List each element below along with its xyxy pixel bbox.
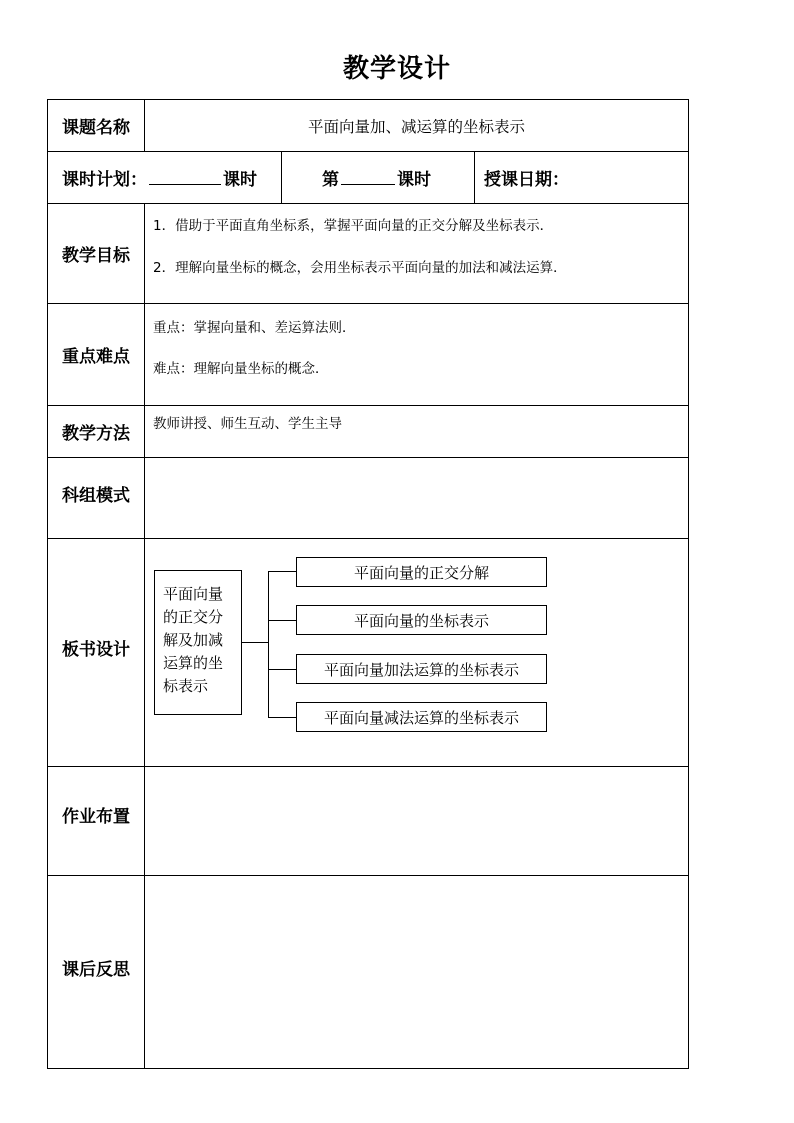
goal-item-1: 1．借助于平面直角坐标系，掌握平面向量的正交分解及坐标表示．	[153, 218, 554, 234]
board-label: 板书设计	[62, 639, 130, 660]
plan-hours-blank[interactable]	[149, 170, 221, 185]
plan-hours-label: 课时计划：	[62, 170, 147, 190]
method-label: 教学方法	[62, 424, 130, 444]
board-branch-2: 平面向量的坐标表示	[296, 605, 547, 635]
keypoint-item-1: 重点：掌握向量和、差运算法则．	[153, 320, 356, 336]
column-divider	[474, 151, 475, 203]
board-branch-3: 平面向量加法运算的坐标表示	[296, 654, 547, 684]
plan-nth-unit: 课时	[397, 170, 431, 190]
board-connector	[242, 642, 269, 643]
board-branch-4: 平面向量减法运算的坐标表示	[296, 702, 547, 732]
keypoints-label: 重点难点	[62, 347, 130, 367]
reflection-label: 课后反思	[62, 959, 130, 980]
column-divider	[281, 151, 282, 203]
board-connector	[268, 571, 296, 572]
method-value: 教师讲授、师生互动、学生主导	[153, 416, 342, 432]
mode-label: 科组模式	[62, 485, 130, 506]
board-connector	[268, 620, 296, 621]
topic-value: 平面向量加、减运算的坐标表示	[307, 117, 525, 136]
board-connector	[268, 717, 296, 718]
page-title: 教学设计	[342, 54, 451, 84]
plan-date-label: 授课日期：	[484, 170, 569, 190]
column-divider	[144, 203, 145, 1069]
plan-hours-unit: 课时	[223, 170, 257, 190]
row-divider	[47, 151, 689, 152]
goals-label: 教学目标	[62, 246, 130, 266]
goal-item-2: 2．理解向量坐标的概念，会用坐标表示平面向量的加法和减法运算．	[153, 260, 567, 276]
plan-nth-field	[322, 165, 431, 190]
keypoint-item-2: 难点：理解向量坐标的概念．	[153, 361, 329, 377]
homework-label: 作业布置	[62, 806, 130, 827]
board-connector	[268, 669, 296, 670]
plan-nth-prefix: 第	[322, 170, 339, 190]
plan-hours-field	[62, 165, 257, 190]
board-connector	[268, 571, 269, 718]
topic-label: 课题名称	[62, 118, 130, 138]
board-branch-1: 平面向量的正交分解	[296, 557, 547, 587]
plan-nth-blank[interactable]	[341, 170, 395, 185]
board-main-box: 平面向量的正交分解及加减运算的坐标表示	[154, 570, 242, 715]
